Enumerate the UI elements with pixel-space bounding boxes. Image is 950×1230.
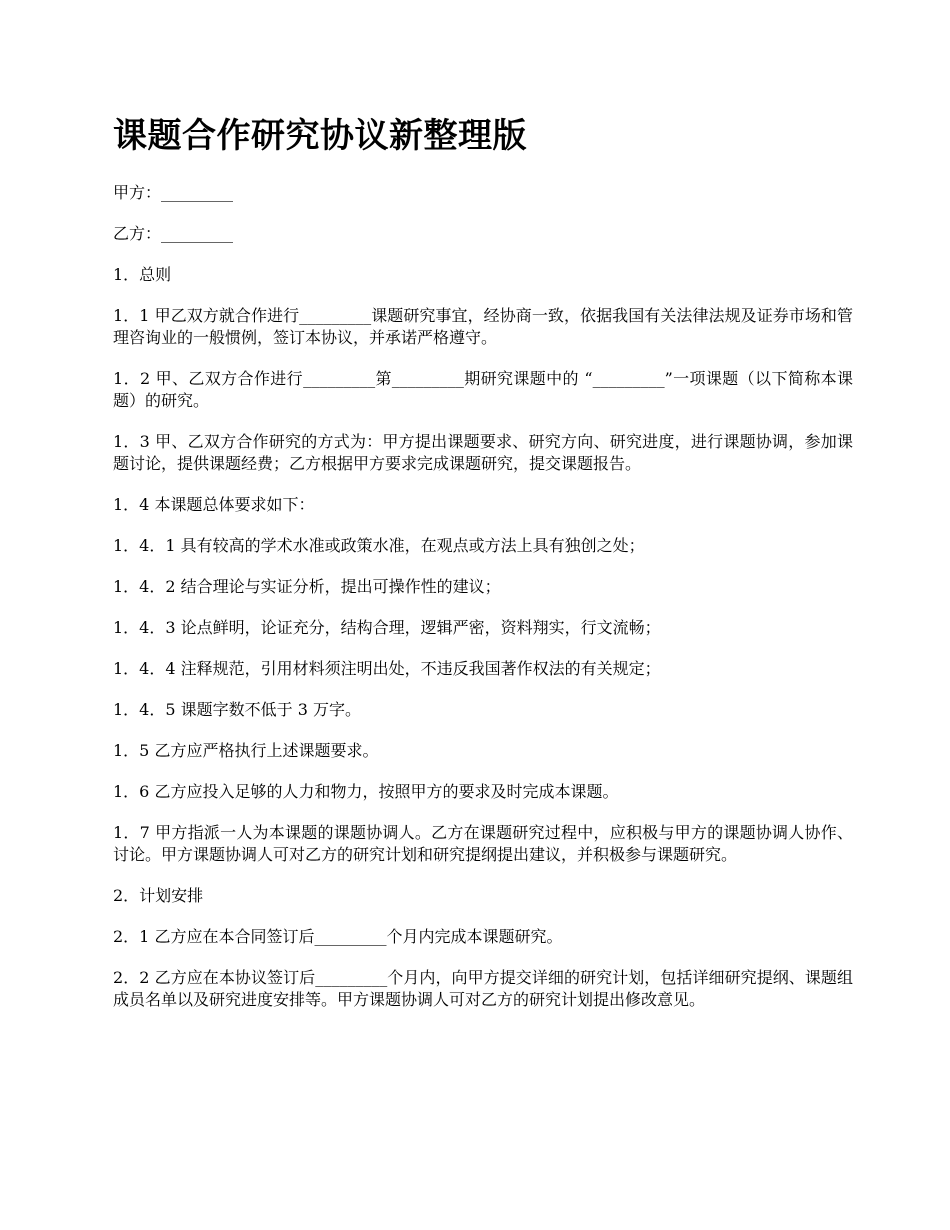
clause-1-6: 1．6 乙方应投入足够的人力和物力，按照甲方的要求及时完成本课题。	[113, 782, 619, 801]
clause-1-4-5: 1．4．5 课题字数不低于 3 万字。	[113, 700, 361, 719]
clause-1-1: 1．1 甲乙双方就合作进行_________课题研究事宜，经协商一致，依据我国有关法律法规及证券市场和管理咨询业的一般惯例，签订本协议，并承诺严格遵守。	[113, 306, 853, 347]
party-a-line: 甲方：_________	[113, 183, 234, 202]
clause-1-5: 1．5 乙方应严格执行上述课题要求。	[113, 741, 379, 760]
clause-1-4-3: 1．4．3 论点鲜明，论证充分，结构合理，逻辑严密，资料翔实，行文流畅；	[113, 618, 661, 637]
clause-1-4-2: 1．4．2 结合理论与实证分析，提出可操作性的建议；	[113, 577, 501, 596]
section-heading-schedule: 2．计划安排	[113, 886, 204, 905]
clause-1-4: 1．4 本课题总体要求如下：	[113, 495, 315, 514]
clause-1-2: 1．2 甲、乙双方合作进行_________第_________期研究课题中的 “_________”一项课题（以下简称本课题）的研究。	[113, 369, 853, 410]
clause-1-3: 1．3 甲、乙双方合作研究的方式为：甲方提出课题要求、研究方向、研究进度，进行课题协调，参加课题讨论，提供课题经费；乙方根据甲方要求完成课题研究，提交课题报告。	[113, 432, 853, 473]
clause-1-4-4: 1．4．4 注释规范，引用材料须注明出处，不违反我国著作权法的有关规定；	[113, 659, 661, 678]
document-page	[113, 112, 853, 1030]
party-b-line: 乙方：_________	[113, 224, 234, 243]
clause-2-1: 2．1 乙方应在本合同签订后_________个月内完成本课题研究。	[113, 927, 563, 946]
document-title: 课题合作研究协议新整理版	[113, 116, 527, 156]
clause-2-2: 2．2 乙方应在本协议签订后_________个月内，向甲方提交详细的研究计划，包括详细研究提纲、课题组成员名单以及研究进度安排等。甲方课题协调人可对乙方的研究计划提出修改意见。	[113, 968, 853, 1009]
clause-1-7: 1．7 甲方指派一人为本课题的课题协调人。乙方在课题研究过程中，应积极与甲方的课题协调人协作、讨论。甲方课题协调人可对乙方的研究计划和研究提纲提出建议，并积极参与课题研究。	[113, 823, 853, 864]
clause-1-4-1: 1．4．1 具有较高的学术水准或政策水准，在观点或方法上具有独创之处；	[113, 536, 645, 555]
section-heading-general: 1．总则	[113, 265, 172, 284]
